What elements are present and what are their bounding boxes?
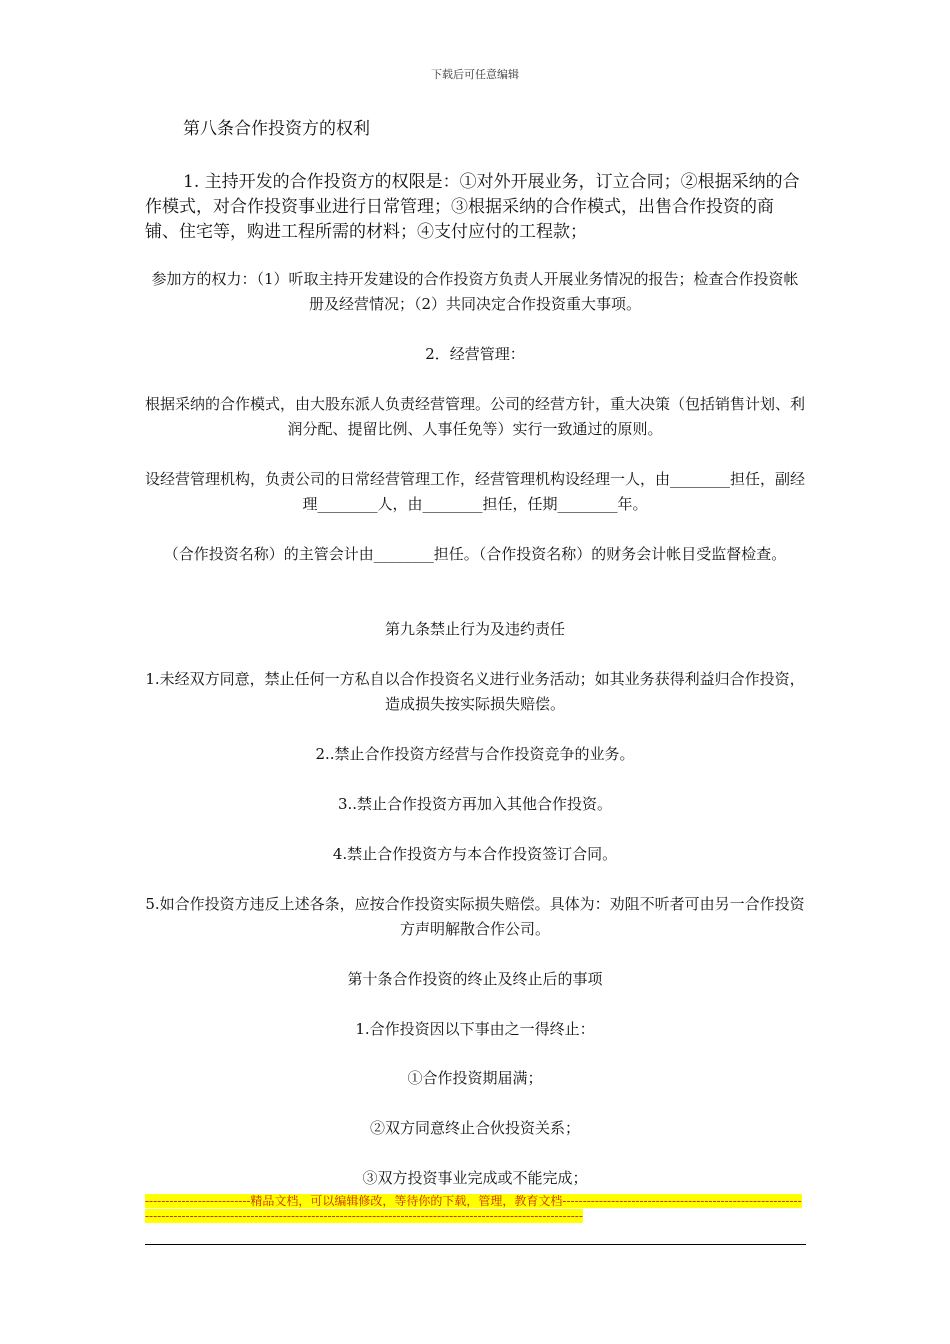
footer-banner-text: --------------------------精品文档，可以编辑修改，等待你的下载，管理，教育文档----------------------------------------------------------------------------------------------------------------------------------------------------------------------- [145,1194,802,1223]
article-9-item-2: 2..禁止合作投资方经营与合作投资竞争的业务。 [315,745,635,763]
accounting-paragraph: （合作投资名称）的主管会计由________担任。（合作投资名称）的财务会计帐目受监督检查。 [163,545,787,563]
article-9-item-1: 1.未经双方同意，禁止任何一方私自以合作投资名义进行业务活动；如其业务获得利益归合作投资，造成损失按实际损失赔偿。 [145,670,805,713]
article-9-item-5: 5.如合作投资方违反上述各条，应按合作投资实际损失赔偿。具体为：劝阻不听者可由另一合作投资方声明解散合作公司。 [145,895,805,938]
management-mode-paragraph: 根据采纳的合作模式，由大股东派人负责经营管理。公司的经营方针，重大决策（包括销售计划、利润分配、提留比例、人事任免等）实行一致通过的原则。 [145,395,806,438]
article-9-heading: 第九条禁止行为及违约责任 [384,620,565,638]
footer-rule [145,1244,806,1245]
termination-reason-3: ③双方投资事业完成或不能完成； [362,1169,588,1187]
article-9-item-3: 3..禁止合作投资方再加入其他合作投资。 [337,795,613,813]
article-8-heading: 第八条合作投资方的权利 [183,119,370,139]
article-8-clause-1: 1. 主持开发的合作投资方的权限是：①对外开展业务，订立合同；②根据采纳的合作模式，对合作投资事业进行日常管理；③根据采纳的合作模式，出售合作投资的商铺、住宅等，购进工程所需的材料；④支付应付的工程款； [145,172,800,242]
footer-banner [145,1194,805,1224]
participant-rights: 参加方的权力：（1）听取主持开发建设的合作投资方负责人开展业务情况的报告；检查合作投资帐册及经营情况；（2）共同决定合作投资重大事项。 [151,270,799,313]
operation-management-heading: 2．经营管理： [425,345,525,363]
termination-reason-2: ②双方同意终止合伙投资关系； [369,1119,580,1137]
article-10-item-1: 1.合作投资因以下事由之一得终止： [355,1020,595,1038]
article-10-heading: 第十条合作投资的终止及终止后的事项 [347,970,603,988]
termination-reason-1: ①合作投资期届满； [407,1069,543,1087]
page-header: 下载后可任意编辑 [431,68,519,81]
management-body-paragraph: 设经营管理机构，负责公司的日常经营管理工作，经营管理机构设经理一人，由________担任，副经理________人，由________担任，任期________年。 [145,470,806,513]
article-9-item-4: 4.禁止合作投资方与本合作投资签订合同。 [332,845,618,863]
